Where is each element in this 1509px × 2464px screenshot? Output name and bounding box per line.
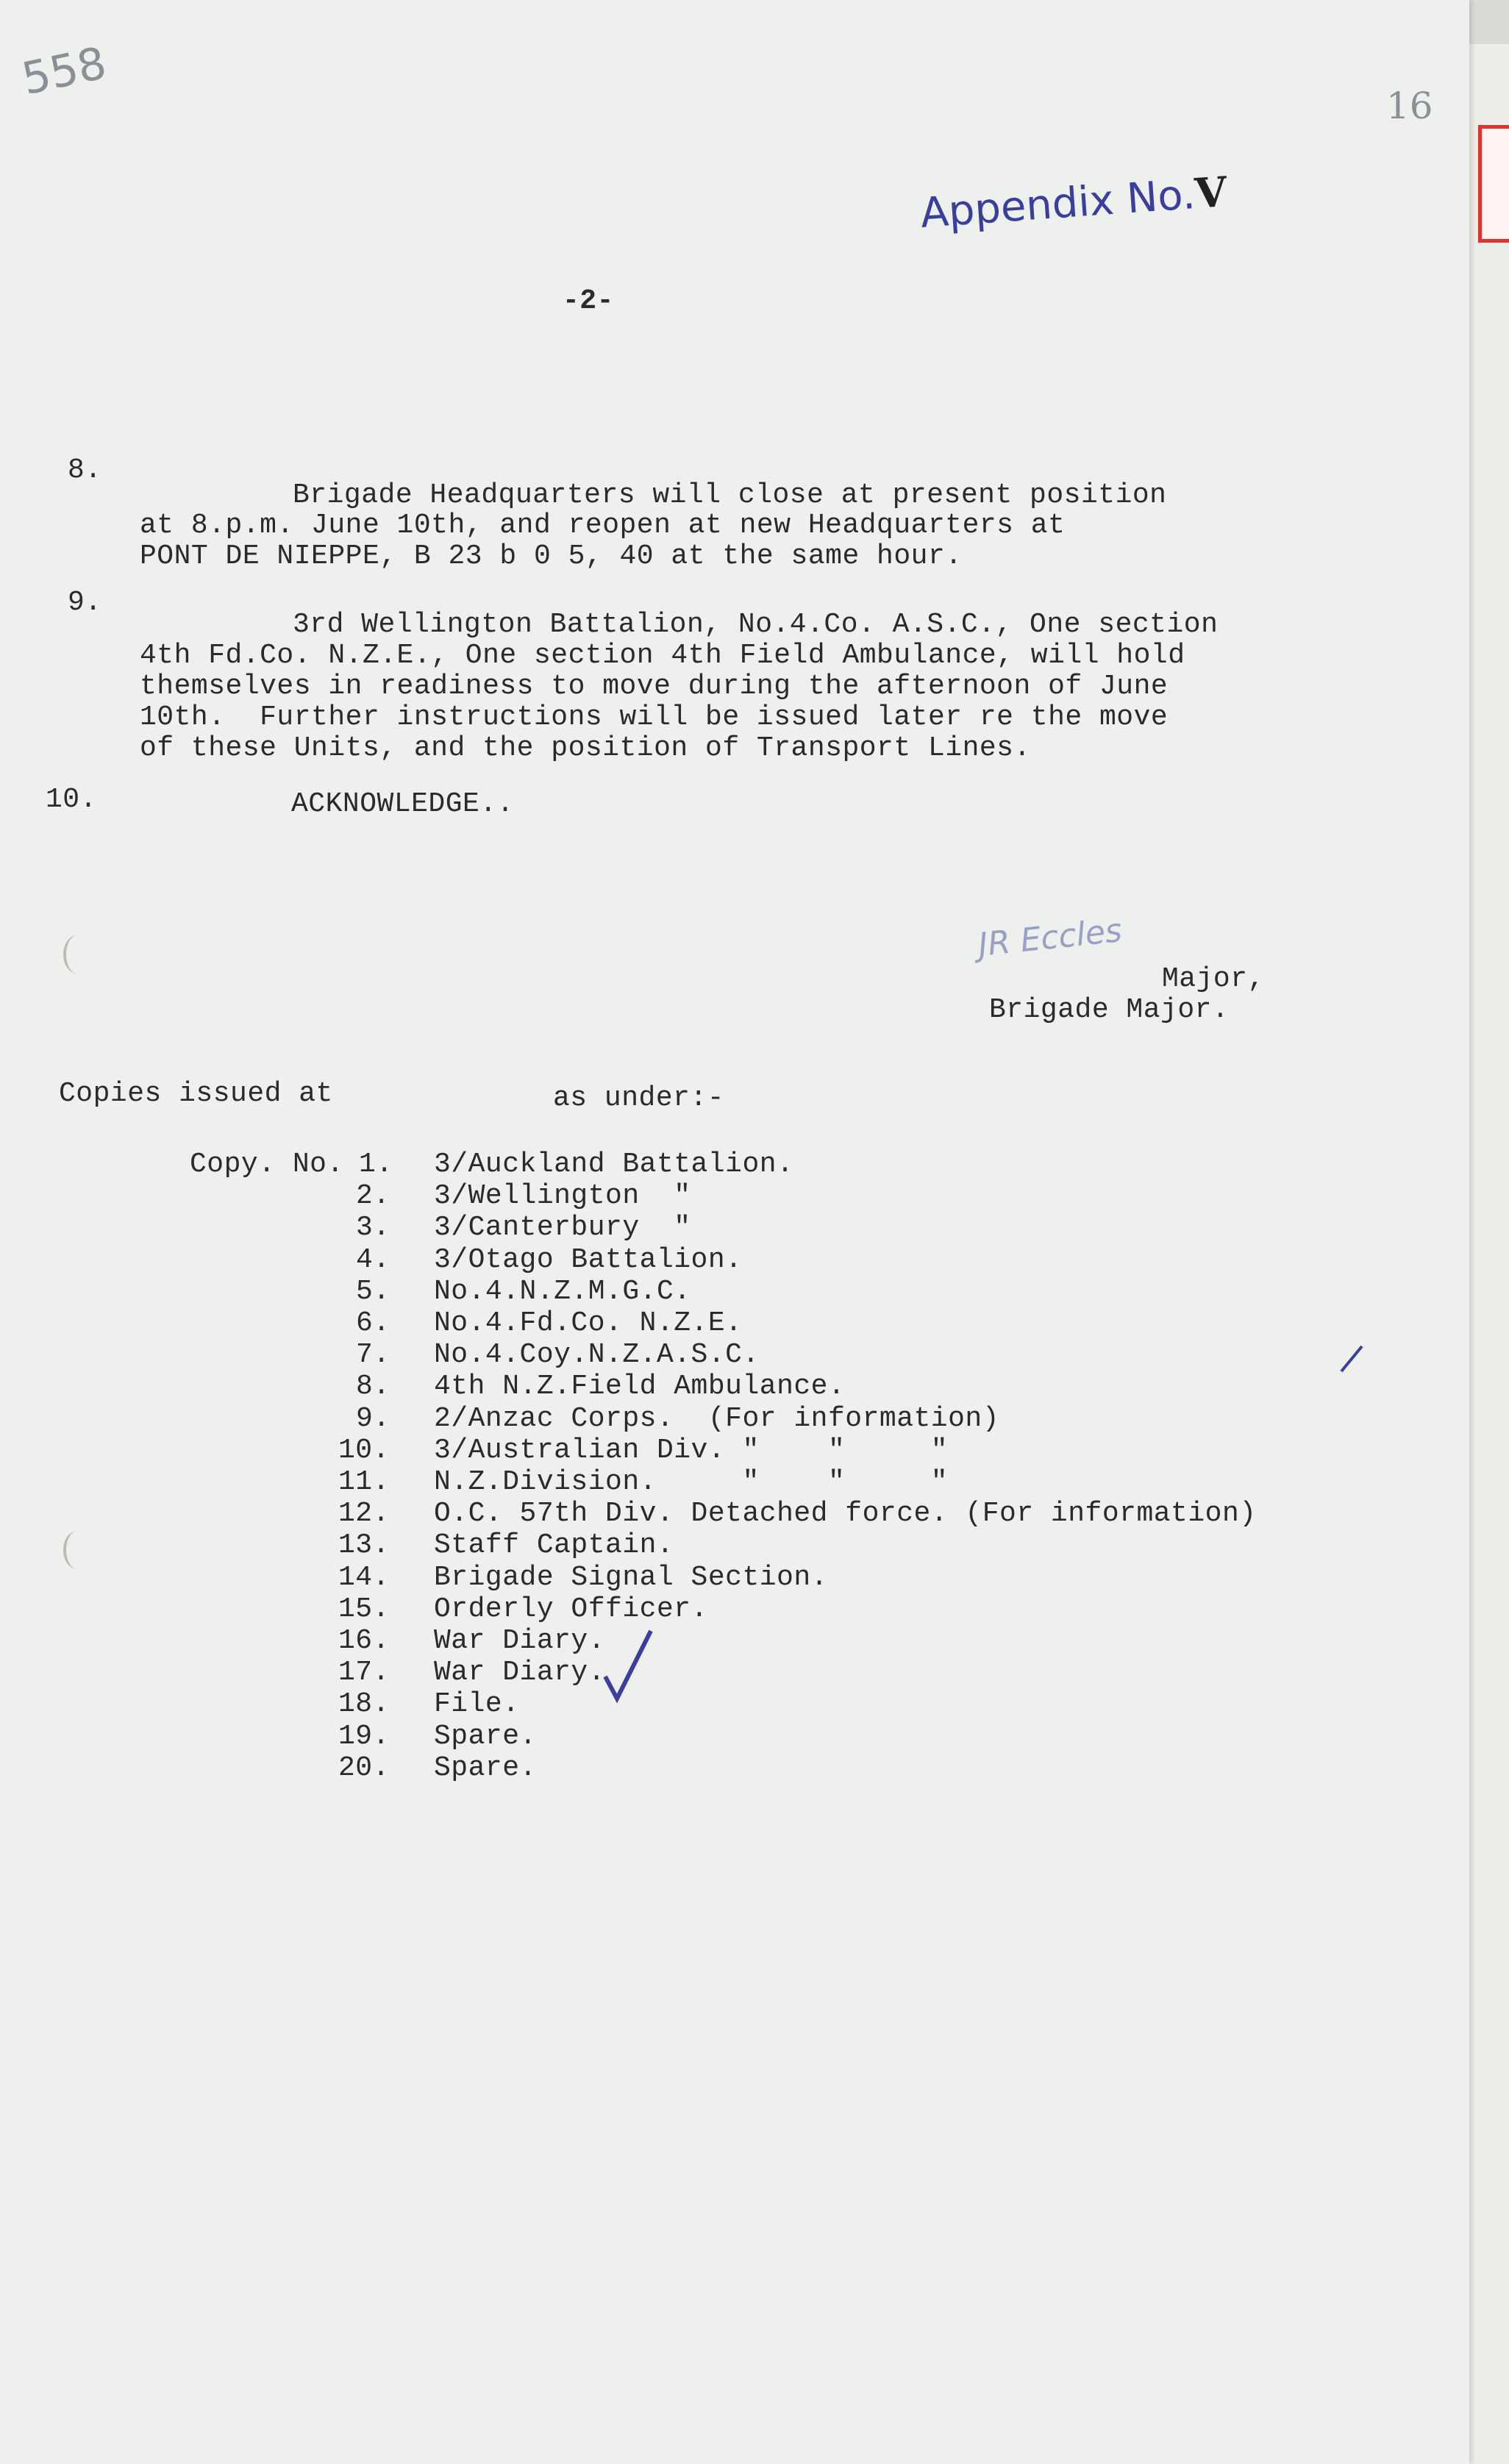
copy-recipient: Spare. — [434, 1751, 537, 1784]
copy-number: 3. — [356, 1212, 390, 1244]
distribution-row — [294, 1276, 1397, 1308]
copy-recipient: File. — [434, 1688, 520, 1721]
copy-number: 8. — [356, 1371, 390, 1403]
copy-number: 6. — [356, 1307, 390, 1339]
copy-recipient: 3/Australian Div. " " " — [434, 1434, 949, 1466]
copy-recipient: Spare. — [434, 1720, 537, 1752]
paragraph-line: Brigade Headquarters will close at present position — [293, 479, 1167, 511]
copy-number: 13. — [338, 1529, 390, 1562]
copy-recipient: Orderly Officer. — [434, 1593, 708, 1625]
copy-number: 19. — [338, 1720, 390, 1752]
copy-prefix: Copy. No. — [190, 1149, 344, 1180]
page-number: -2- — [563, 285, 614, 317]
copy-recipient: War Diary. — [434, 1625, 606, 1657]
paragraph-number: 9. — [68, 587, 102, 618]
paragraph-line: at 8.p.m. June 10th, and reopen at new Headquarters at — [140, 510, 1066, 541]
copy-recipient: No.4.Fd.Co. N.Z.E. — [434, 1307, 743, 1339]
distribution-row — [294, 1688, 1397, 1721]
paragraph-line: of these Units, and the position of Transport Lines. — [140, 732, 1031, 764]
copy-recipient: 3/Canterbury " — [434, 1212, 691, 1244]
paragraph-line: PONT DE NIEPPE, B 23 b 0 5, 40 at the same hour. — [140, 540, 963, 572]
copy-recipient: No.4.Coy.N.Z.A.S.C. — [434, 1339, 760, 1371]
copy-recipient: Brigade Signal Section. — [434, 1561, 828, 1593]
distribution-row — [294, 1466, 1397, 1499]
copy-recipient: O.C. 57th Div. Detached force. (For information) — [434, 1498, 1257, 1530]
distribution-row — [294, 1180, 1397, 1213]
tick-mark — [1337, 1342, 1366, 1379]
distribution-row — [294, 1657, 1397, 1689]
copy-number: 4. — [356, 1243, 390, 1276]
punch-hole — [63, 935, 91, 974]
paragraph-line: 3rd Wellington Battalion, No.4.Co. A.S.C., One section — [293, 609, 1219, 640]
distribution-row — [294, 1212, 1397, 1244]
copy-recipient: 3/Auckland Battalion. — [434, 1149, 794, 1180]
copy-recipient: 4th N.Z.Field Ambulance. — [434, 1371, 846, 1403]
copy-number: 11. — [338, 1466, 390, 1498]
paragraph-number: 8. — [68, 454, 102, 486]
acknowledge-line: ACKNOWLEDGE.. — [291, 788, 514, 820]
red-file-tab — [1478, 125, 1509, 243]
copy-recipient: 3/Otago Battalion. — [434, 1243, 743, 1276]
copy-recipient: War Diary. — [434, 1657, 606, 1689]
signature-title: Brigade Major. — [989, 994, 1230, 1026]
distribution-row — [294, 1562, 1397, 1594]
copy-number: 12. — [338, 1498, 390, 1530]
distribution-row — [294, 1149, 1397, 1181]
copy-number: 10. — [338, 1434, 390, 1466]
paragraph-line: 10th. Further instructions will be issued later re the move — [140, 701, 1169, 733]
copy-number: 1. — [359, 1149, 393, 1180]
distribution-row — [294, 1752, 1397, 1785]
folio-number: 558 — [17, 37, 111, 106]
copy-number: 2. — [356, 1180, 390, 1213]
copy-number: 7. — [356, 1339, 390, 1371]
copies-header-right: as under:- — [553, 1082, 725, 1114]
distribution-row — [294, 1498, 1397, 1530]
sheet-number: 16 — [1386, 85, 1433, 127]
appendix-label: Appendix No. — [918, 171, 1197, 238]
copy-number: 18. — [338, 1688, 390, 1721]
copy-number: 14. — [338, 1561, 390, 1593]
copy-recipient: Staff Captain. — [434, 1529, 674, 1562]
copy-recipient: No.4.N.Z.M.G.C. — [434, 1275, 691, 1307]
paragraph-number: 10. — [46, 784, 97, 815]
paragraph-line: 4th Fd.Co. N.Z.E., One section 4th Field Ambulance, will hold — [140, 640, 1185, 671]
copy-recipient: N.Z.Division. " " " — [434, 1466, 949, 1498]
copy-number: 16. — [338, 1625, 390, 1657]
appendix-stamp — [863, 120, 1232, 289]
distribution-row — [294, 1403, 1397, 1435]
punch-hole — [63, 1531, 91, 1569]
distribution-row — [294, 1435, 1397, 1467]
distribution-row — [294, 1529, 1397, 1562]
distribution-row — [294, 1593, 1397, 1626]
distribution-row — [294, 1244, 1397, 1276]
copy-recipient: 3/Wellington " — [434, 1180, 691, 1213]
copy-number: 9. — [356, 1402, 390, 1435]
copy-number: 20. — [338, 1751, 390, 1784]
distribution-row — [294, 1721, 1397, 1753]
tick-mark — [599, 1625, 658, 1706]
copies-header: Copies issued at — [59, 1078, 333, 1110]
appendix-numeral: V — [1193, 168, 1229, 218]
distribution-row — [294, 1625, 1397, 1657]
copy-number: 15. — [338, 1593, 390, 1625]
signature-rank: Major, — [1162, 963, 1265, 995]
copy-recipient: 2/Anzac Corps. (For information) — [434, 1402, 1000, 1435]
paragraph-line: themselves in readiness to move during the afternoon of June — [140, 671, 1169, 702]
signature: JR Eccles — [976, 911, 1124, 965]
distribution-row — [294, 1307, 1397, 1340]
copy-number: 17. — [338, 1657, 390, 1689]
distribution-row — [294, 1339, 1397, 1371]
distribution-row — [294, 1371, 1397, 1403]
copy-number: 5. — [356, 1275, 390, 1307]
